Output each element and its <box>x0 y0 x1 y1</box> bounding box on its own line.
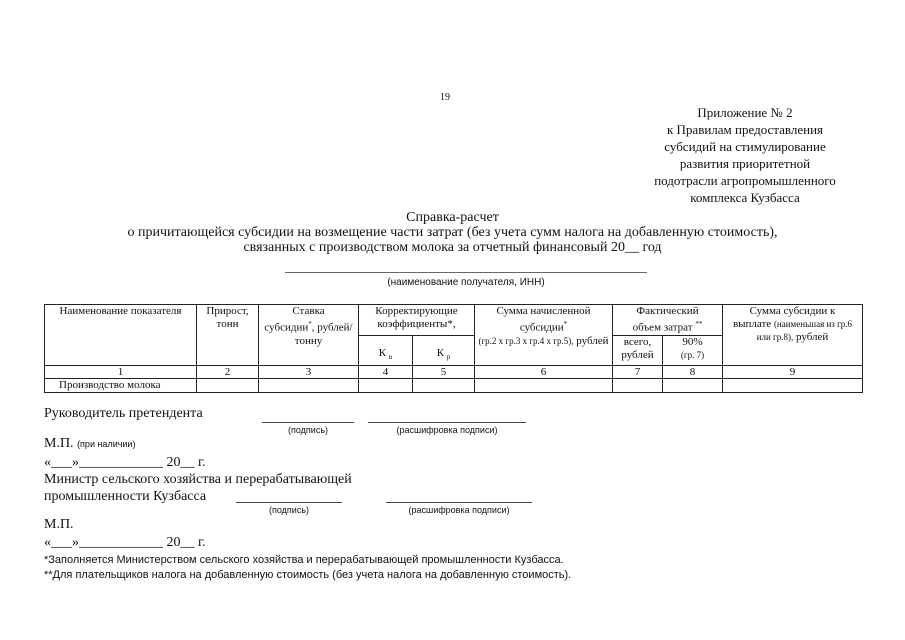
header-k-b-sub: в <box>388 353 393 362</box>
head-signature-caption: (подпись) <box>287 425 329 435</box>
header-accrued-formula: (гр.2 x гр.3 x гр.4 x гр.5), <box>478 335 574 346</box>
calculation-table <box>44 304 863 393</box>
date-line-2[interactable]: «___»____________ 20__ г. <box>44 535 206 550</box>
header-actual-90-line2: (гр. 7) <box>680 349 705 360</box>
cell-actual-total[interactable] <box>613 378 663 392</box>
head-decoding-line[interactable] <box>368 422 526 423</box>
row-label: Производство молока <box>45 378 197 392</box>
column-number: 4 <box>359 365 413 378</box>
header-k-p-sub: р <box>446 353 451 362</box>
cell-actual-90[interactable] <box>663 378 723 392</box>
header-accrued-sup: * <box>563 320 568 328</box>
header-actual-total <box>613 335 663 365</box>
header-growth: Прирост, тонн <box>197 305 259 366</box>
title-line-2: о причитающейся субсидии на возмещение части затрат (без учета сумм налога на добавленную стоимость), <box>127 225 778 240</box>
minister-decoding-line[interactable] <box>386 502 532 503</box>
appendix-line: Приложение № 2 <box>697 105 793 120</box>
date-line-1[interactable]: «___»____________ 20__ г. <box>44 455 206 470</box>
column-number: 6 <box>475 365 613 378</box>
minister-line-1: Министр сельского хозяйства и перерабатывающей <box>44 472 352 487</box>
recipient-caption: (наименование получателя, ИНН) <box>387 277 545 288</box>
stamp-label: М.П. <box>44 436 74 451</box>
column-number: 2 <box>197 365 259 378</box>
footnote-1: *Заполняется Министерством сельского хозяйства и перерабатывающей промышленности Кузбасса. <box>44 554 564 566</box>
head-label: Руководитель претендента <box>44 406 203 421</box>
column-number: 5 <box>413 365 475 378</box>
header-payout-line2: выплате <box>732 318 772 330</box>
header-accrued-line2: субсидии <box>519 321 564 334</box>
table-row <box>45 378 863 392</box>
header-actual-line2: объем затрат <box>632 321 693 334</box>
column-number: 3 <box>259 365 359 378</box>
header-actual-total-line2: рублей <box>621 348 654 361</box>
page-number: 19 <box>440 92 450 103</box>
appendix-line: к Правилам предоставления <box>666 122 824 137</box>
header-actual-90-line1: 90% <box>682 335 703 348</box>
cell-growth[interactable] <box>197 378 259 392</box>
stamp-label-2: М.П. <box>44 517 74 532</box>
header-rate-sup: * <box>308 320 312 328</box>
column-number: 8 <box>663 365 723 378</box>
appendix-line: развития приоритетной <box>679 156 811 171</box>
header-actual-total-line1: всего, <box>623 335 652 348</box>
header-payout-line3: (наименьшая из гр.6 или гр.8), <box>756 319 853 342</box>
header-actual-line1: Фактический <box>636 305 699 317</box>
stamp-note: (при наличии) <box>77 439 136 449</box>
header-accrued-line1: Сумма начисленной <box>496 305 591 317</box>
header-indicator: Наименование показателя <box>45 305 197 366</box>
header-k-p-main: К <box>436 347 445 360</box>
header-k-b <box>359 335 413 365</box>
cell-k-p[interactable] <box>413 378 475 392</box>
minister-signature-caption: (подпись) <box>268 505 310 515</box>
column-number: 1 <box>45 365 197 378</box>
head-decoding-caption: (расшифровка подписи) <box>396 425 498 435</box>
header-rate-line1: Ставка <box>292 305 325 317</box>
recipient-blank-line[interactable] <box>285 272 647 273</box>
head-signature-line[interactable] <box>262 422 354 423</box>
header-k-b-main: К <box>378 347 387 360</box>
cell-accrued[interactable] <box>475 378 613 392</box>
header-rate-line3: , рублей/тонну <box>294 321 353 347</box>
header-actual-90 <box>663 335 723 365</box>
document-title <box>0 210 905 255</box>
appendix-line: подотрасли агропромышленного <box>654 173 836 188</box>
header-payout-line4: рублей <box>796 331 829 343</box>
appendix-header <box>560 104 905 206</box>
header-payout-line1: Сумма субсидии к <box>749 305 836 317</box>
header-actual-costs <box>613 305 723 336</box>
appendix-line: комплекса Кузбасса <box>690 190 800 205</box>
cell-k-b[interactable] <box>359 378 413 392</box>
appendix-line: субсидий на стимулирование <box>664 139 826 154</box>
minister-line-2: промышленности Кузбасса <box>44 489 207 504</box>
title-line-3: связанных с производством молока за отчетный финансовый 20__ год <box>243 240 662 255</box>
header-accrued <box>475 305 613 366</box>
column-number: 9 <box>723 365 863 378</box>
header-actual-sup: ** <box>695 320 703 328</box>
cell-payout[interactable] <box>723 378 863 392</box>
header-rate <box>259 305 359 366</box>
footnote-2: **Для плательщиков налога на добавленную стоимость (без учета налога на добавленную стоимость). <box>44 569 572 581</box>
stamp-place <box>44 436 135 452</box>
header-coefficients: Корректирующие коэффициенты*, <box>359 305 475 336</box>
cell-rate[interactable] <box>259 378 359 392</box>
column-number: 7 <box>613 365 663 378</box>
title-line-1: Справка-расчет <box>406 210 499 225</box>
header-payout <box>723 305 863 366</box>
header-rate-line2: субсидии <box>264 321 309 334</box>
minister-decoding-caption: (расшифровка подписи) <box>408 505 510 515</box>
header-accrued-unit: рублей <box>576 334 609 347</box>
minister-signature-line[interactable] <box>236 502 342 503</box>
header-k-p <box>413 335 475 365</box>
